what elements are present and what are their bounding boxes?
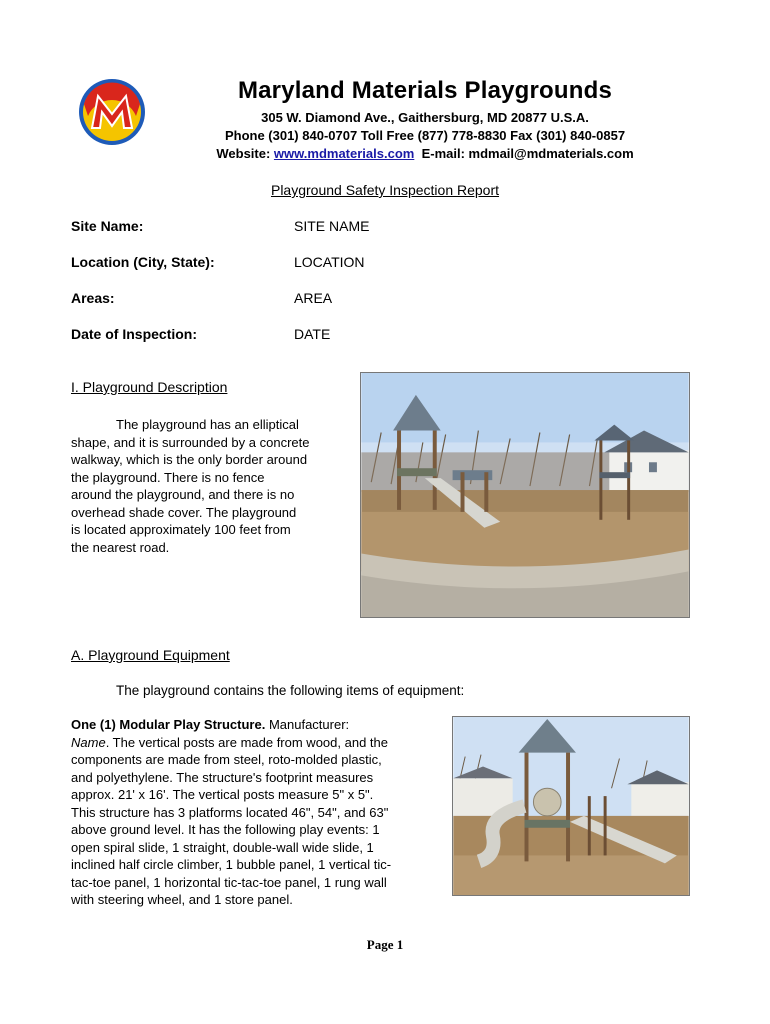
site-name-value: SITE NAME	[294, 218, 370, 234]
report-title: Playground Safety Inspection Report	[270, 182, 500, 198]
para-line: above ground level. It has the following play events: 1	[71, 822, 380, 837]
location-value: LOCATION	[294, 254, 365, 270]
para-line: the nearest road.	[71, 539, 170, 555]
section-description-heading: I. Playground Description	[71, 379, 228, 395]
areas-value: AREA	[294, 290, 333, 306]
company-logo	[76, 76, 148, 148]
date-label: Date of Inspection:	[71, 326, 198, 342]
item-manufacturer-label: Manufacturer:	[265, 717, 350, 732]
playground-overview-photo	[360, 372, 690, 618]
company-address: 305 W. Diamond Ave., Gaithersburg, MD 20877 U.S.A.	[261, 110, 589, 125]
section-equipment-heading: A. Playground Equipment	[71, 647, 230, 663]
date-value: DATE	[294, 326, 331, 342]
equipment-intro: The playground contains the following items of equipment:	[116, 683, 465, 698]
item-title: One (1) Modular Play Structure.	[71, 717, 266, 732]
para-line: and polyethylene. The structure's footprint measures	[71, 769, 374, 785]
play-structure-photo	[452, 716, 690, 896]
para-line: approx. 21' x 16'. The vertical posts measure 5" x 5".	[71, 787, 374, 802]
para-line: overhead shade cover. The playground	[71, 504, 297, 520]
description-paragraph	[71, 416, 356, 556]
equipment-paragraph	[71, 716, 451, 909]
para-line	[71, 716, 451, 734]
location-label: Location (City, State):	[71, 254, 215, 270]
manufacturer-name: Name	[71, 734, 106, 750]
areas-label: Areas:	[71, 290, 115, 306]
para-line: shape, and it is surrounded by a concrete	[71, 434, 310, 450]
para-line: components are made from steel, roto-molded plastic,	[71, 752, 382, 767]
company-name: Maryland Materials Playgrounds	[237, 77, 613, 104]
website-link[interactable]: www.mdmaterials.com	[273, 146, 415, 161]
para-line: open spiral slide, 1 straight, double-wall wide slide, 1	[71, 839, 374, 855]
para-line: The playground has an elliptical	[116, 417, 299, 432]
para-line: the playground. There is no fence	[71, 469, 265, 485]
para-line: around the playground, and there is no	[71, 487, 295, 502]
company-phone: Phone (301) 840-0707 Toll Free (877) 778-8830 Fax (301) 840-0857	[224, 128, 626, 143]
para-line-rest: . The vertical posts are made from wood, and the	[105, 734, 388, 750]
website-label: Website:	[216, 146, 271, 161]
site-name-label: Site Name:	[71, 218, 144, 234]
para-line: with steering wheel, and 1 store panel.	[71, 892, 293, 907]
para-line: is located approximately 100 feet from	[71, 522, 291, 537]
page-number: Page 1	[366, 937, 404, 952]
para-line: tac-toe panel, 1 horizontal tic-tac-toe panel, 1 rung wall	[71, 874, 387, 890]
para-line: walkway, which is the only border around	[71, 452, 308, 467]
para-line: This structure has 3 platforms located 46", 54", and 63"	[71, 804, 389, 820]
para-line: inclined half circle climber, 1 bubble panel, 1 vertical tic-	[71, 857, 392, 872]
company-contact	[150, 146, 700, 161]
email-text: E-mail: mdmail@mdmaterials.com	[421, 146, 634, 161]
para-line	[71, 734, 451, 752]
